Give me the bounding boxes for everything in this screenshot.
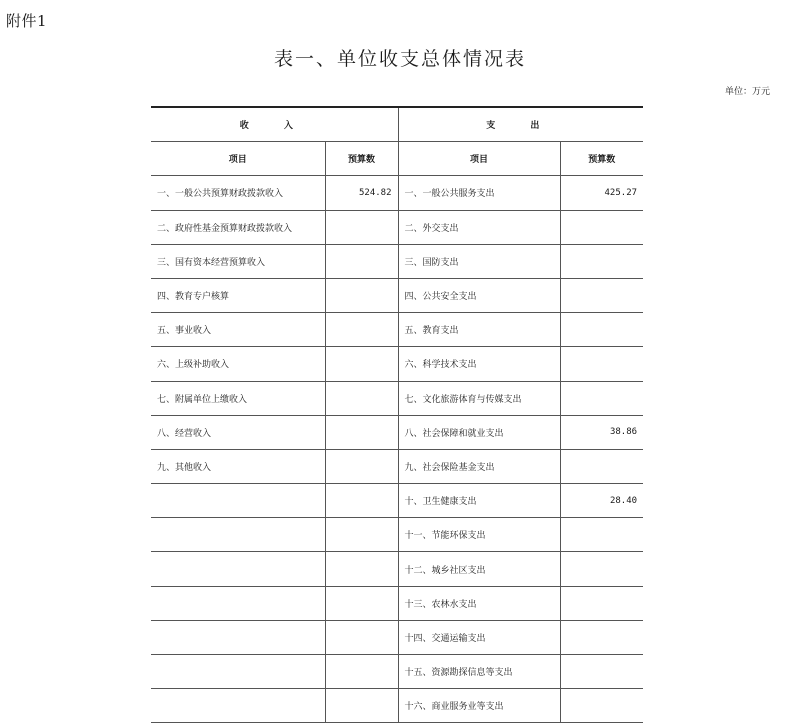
income-item-cell: 六、上级补助收入: [151, 347, 325, 381]
income-item-cell: 四、教育专户核算: [151, 278, 325, 312]
income-item-cell: [151, 620, 325, 654]
table-row: [151, 347, 643, 381]
income-item-cell: 一、一般公共预算财政拨款收入: [151, 176, 325, 210]
expense-amount-cell: [560, 586, 643, 620]
expense-item-cell: 十六、商业服务业等支出: [398, 689, 560, 723]
income-amount-cell: [325, 586, 398, 620]
table-row: [151, 518, 643, 552]
table-row: [151, 176, 643, 210]
income-amount-cell: [325, 689, 398, 723]
expense-item-cell: 二、外交支出: [398, 210, 560, 244]
expense-amount-cell: [560, 552, 643, 586]
table-row: [151, 278, 643, 312]
expense-item-column-header: 项目: [398, 142, 560, 176]
income-item-cell: [151, 484, 325, 518]
income-amount-cell: [325, 210, 398, 244]
income-item-cell: [151, 586, 325, 620]
table-row: [151, 415, 643, 449]
expense-amount-cell: [560, 244, 643, 278]
income-item-cell: [151, 655, 325, 689]
income-amount-cell: [325, 552, 398, 586]
table-row: [151, 210, 643, 244]
expense-item-cell: 十二、城乡社区支出: [398, 552, 560, 586]
table-row: [151, 689, 643, 723]
income-item-cell: 七、附属单位上缴收入: [151, 381, 325, 415]
income-item-cell: 九、其他收入: [151, 449, 325, 483]
table-body: [151, 176, 643, 723]
income-section-header: 收 入: [151, 107, 398, 142]
income-item-cell: 二、政府性基金预算财政拨款收入: [151, 210, 325, 244]
expense-item-cell: 六、科学技术支出: [398, 347, 560, 381]
income-amount-cell: [325, 484, 398, 518]
income-item-cell: 八、经营收入: [151, 415, 325, 449]
annex-label: 附件1: [6, 12, 48, 30]
expense-amount-cell: [560, 381, 643, 415]
expense-item-cell: 十三、农林水支出: [398, 586, 560, 620]
income-amount-cell: [325, 313, 398, 347]
expense-item-cell: 九、社会保险基金支出: [398, 449, 560, 483]
table-row: [151, 313, 643, 347]
expense-item-cell: 一、一般公共服务支出: [398, 176, 560, 210]
column-header-row: [151, 142, 643, 176]
income-item-cell: [151, 518, 325, 552]
expense-section-header: 支 出: [398, 107, 643, 142]
expense-amount-cell: [560, 313, 643, 347]
expense-amount-cell: 425.27: [560, 176, 643, 210]
expense-item-cell: 四、公共安全支出: [398, 278, 560, 312]
table-row: [151, 552, 643, 586]
table-row: [151, 381, 643, 415]
income-budget-column-header: 预算数: [325, 142, 398, 176]
expense-amount-cell: [560, 620, 643, 654]
expense-amount-cell: [560, 347, 643, 381]
income-amount-cell: [325, 278, 398, 312]
income-item-cell: [151, 689, 325, 723]
expense-amount-cell: [560, 449, 643, 483]
unit-label: 单位：万元: [724, 87, 770, 97]
expense-amount-cell: [560, 210, 643, 244]
income-amount-cell: [325, 244, 398, 278]
expense-amount-cell: 28.40: [560, 484, 643, 518]
expense-item-cell: 十四、交通运输支出: [398, 620, 560, 654]
expense-item-cell: 八、社会保障和就业支出: [398, 415, 560, 449]
table-header: [151, 107, 643, 176]
income-amount-cell: [325, 381, 398, 415]
expense-amount-cell: [560, 278, 643, 312]
income-amount-cell: [325, 620, 398, 654]
income-item-cell: [151, 552, 325, 586]
table-row: [151, 655, 643, 689]
expense-item-cell: 五、教育支出: [398, 313, 560, 347]
table-row: [151, 449, 643, 483]
table-row: [151, 244, 643, 278]
income-amount-cell: [325, 449, 398, 483]
income-item-column-header: 项目: [151, 142, 325, 176]
income-item-cell: 三、国有资本经营预算收入: [151, 244, 325, 278]
income-amount-cell: [325, 347, 398, 381]
table-row: [151, 620, 643, 654]
expense-budget-column-header: 预算数: [560, 142, 643, 176]
income-amount-cell: [325, 518, 398, 552]
table-row: [151, 586, 643, 620]
expense-amount-cell: [560, 689, 643, 723]
income-amount-cell: [325, 655, 398, 689]
expense-amount-cell: 38.86: [560, 415, 643, 449]
income-amount-cell: [325, 415, 398, 449]
expense-amount-cell: [560, 655, 643, 689]
budget-summary-table: [151, 106, 643, 723]
expense-item-cell: 十五、资源勘探信息等支出: [398, 655, 560, 689]
section-header-row: [151, 107, 643, 142]
expense-amount-cell: [560, 518, 643, 552]
page-title: 表一、单位收支总体情况表: [273, 48, 526, 70]
income-amount-cell: 524.82: [325, 176, 398, 210]
expense-item-cell: 十一、节能环保支出: [398, 518, 560, 552]
expense-item-cell: 十、卫生健康支出: [398, 484, 560, 518]
expense-item-cell: 三、国防支出: [398, 244, 560, 278]
table-row: [151, 484, 643, 518]
income-item-cell: 五、事业收入: [151, 313, 325, 347]
expense-item-cell: 七、文化旅游体育与传媒支出: [398, 381, 560, 415]
